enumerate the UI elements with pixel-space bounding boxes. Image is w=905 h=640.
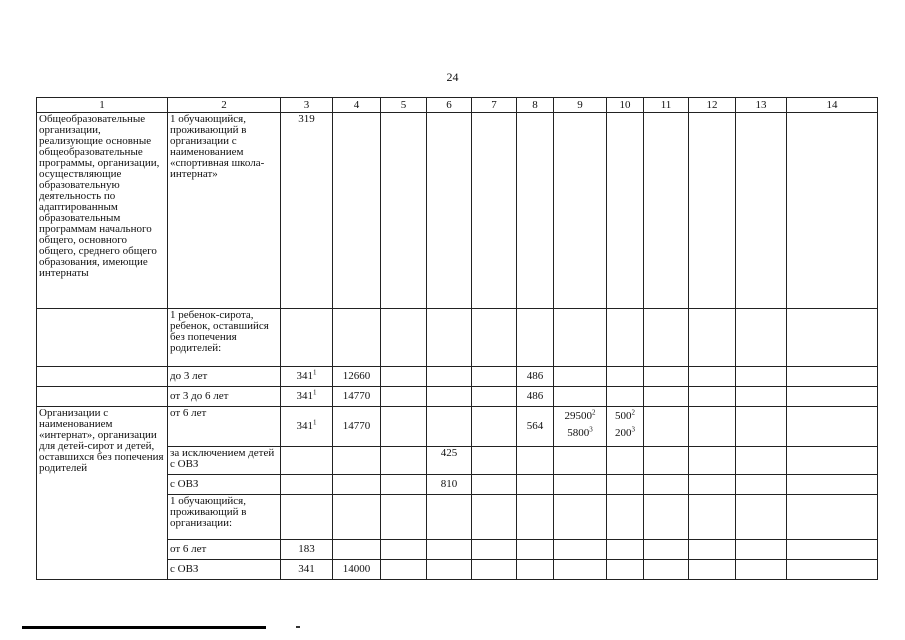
column-header: 8	[517, 98, 554, 113]
cell-col9: 29500$^2$ 5800$^3$	[554, 407, 607, 447]
column-header: 12	[689, 98, 736, 113]
cell-col8: 486	[517, 387, 554, 407]
cell-col4: 14000	[333, 560, 381, 580]
column-header: 4	[333, 98, 381, 113]
footnote-mark	[296, 626, 300, 628]
column-header: 11	[644, 98, 689, 113]
cell-col10: $500^2$ $200^3$	[607, 407, 644, 447]
cell-col8: 486	[517, 367, 554, 387]
cell-col3: $341^1$	[281, 367, 333, 387]
column-header: 5	[381, 98, 427, 113]
cell-col3: $341^1$	[281, 407, 333, 447]
row-label: от 3 до 6 лет	[168, 387, 281, 407]
group2-label: Организации с наименованием «интернат», организации для детей-сирот и детей, оставшихся без попечения родителей	[37, 407, 168, 580]
column-header: 13	[736, 98, 787, 113]
table-row	[37, 387, 878, 407]
cell-col4: 14770	[333, 407, 381, 447]
cell-col4: 14770	[333, 387, 381, 407]
cell-col3: 183	[281, 540, 333, 560]
row-label: от 6 лет	[168, 540, 281, 560]
column-header: 9	[554, 98, 607, 113]
group1-label: Общеобразовательные организации, реализующие основные общеобразовательные программы, организации, осуществляющие образовательную деятельность по адаптированным образовательным программам начального общего, основного общего, среднего общего образования, имеющие интернаты	[37, 113, 168, 309]
table-row	[37, 407, 878, 447]
row-label: до 3 лет	[168, 367, 281, 387]
row-label: 1 обучающийся, проживающий в организации с наименованием «спортивная школа-интернат»	[168, 113, 281, 309]
cell-col4: 12660	[333, 367, 381, 387]
row-label: от 6 лет	[168, 407, 281, 447]
column-header: 3	[281, 98, 333, 113]
row-label: 1 ребенок-сирота, ребенок, оставшийся без попечения родителей:	[168, 309, 281, 367]
row-label: 1 обучающийся, проживающий в организации:	[168, 495, 281, 540]
footnote-separator	[22, 626, 266, 629]
cell-col8: 564	[517, 407, 554, 447]
column-header: 7	[472, 98, 517, 113]
row-label: с ОВЗ	[168, 560, 281, 580]
cell-col3: 341	[281, 560, 333, 580]
row-label: за исключением детей с ОВЗ	[168, 447, 281, 475]
column-header: 10	[607, 98, 644, 113]
table-row	[37, 113, 878, 309]
page-number: 24	[446, 70, 459, 84]
header-row	[37, 98, 878, 113]
row-label: с ОВЗ	[168, 475, 281, 495]
column-header: 2	[168, 98, 281, 113]
cell-col3: 319	[281, 113, 333, 309]
table-row	[37, 309, 878, 367]
column-header: 14	[787, 98, 878, 113]
cell-col3: $341^1$	[281, 387, 333, 407]
table-row	[37, 367, 878, 387]
cell-col6: 810	[427, 475, 472, 495]
data-table	[36, 97, 878, 580]
column-header: 1	[37, 98, 168, 113]
column-header: 6	[427, 98, 472, 113]
cell-col6: 425	[427, 447, 472, 475]
